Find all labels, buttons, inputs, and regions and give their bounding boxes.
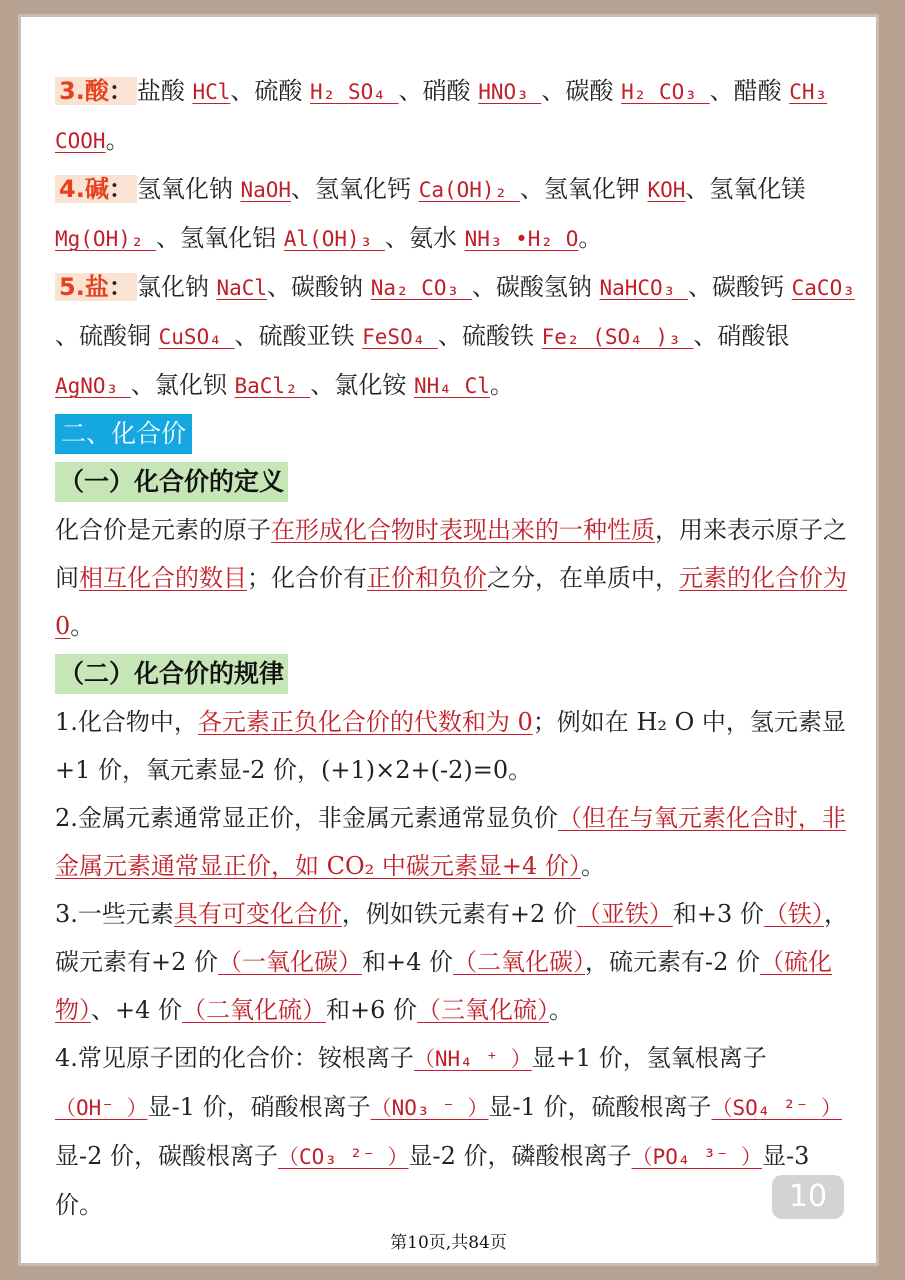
text: ；例如在 H₂ O 中，氢元素显+1 价，氧元素显-2 价，(+1)×2+(-2)=0。: [55, 708, 846, 784]
answer-blank: NaOH: [240, 178, 292, 202]
document-page: [18, 14, 879, 1266]
text: 和+6 价: [326, 996, 418, 1024]
answer-blank: （NH₄ ⁺ ）: [413, 1047, 532, 1071]
text: 、硝酸: [398, 77, 479, 105]
paragraph-rule-1: [55, 698, 855, 794]
page-content: [55, 67, 855, 1229]
text: 化合价是元素的原子: [55, 516, 271, 544]
text: 、氢氧化铝: [156, 224, 284, 252]
answer-blank: （但在与氧元素化合时，非金属元素通常显正价，如 CO₂ 中碳元素显+4 价）: [55, 804, 846, 880]
text: 。: [105, 126, 130, 154]
text: 之分，在单质中，: [487, 564, 679, 592]
page-number-badge: 10: [772, 1175, 844, 1219]
answer-blank: 相互化合的数目: [79, 564, 247, 592]
text: 、碳酸钠: [267, 273, 371, 301]
answer-blank: NaCl: [216, 276, 268, 300]
paragraph-rule-4: [55, 1034, 855, 1229]
answer-blank: HNO₃: [478, 80, 542, 104]
text: 和+3 价: [672, 900, 764, 928]
answer-blank: （二氧化碳）: [453, 948, 586, 976]
text: 、硫酸铁: [438, 322, 542, 350]
text: 、硫酸铜: [55, 322, 159, 350]
answer-blank: Fe₂ (SO₄ )₃: [541, 325, 694, 349]
text: 显-1 价，硝酸根离子: [147, 1093, 371, 1121]
text: 显-3 价。: [55, 1142, 810, 1219]
answer-blank: H₂ SO₄: [310, 80, 399, 104]
answer-blank: 正价和负价: [367, 564, 487, 592]
text: 2.金属元素通常显正价，非金属元素通常显负价: [55, 804, 558, 832]
answer-blank: （亚铁）: [576, 900, 673, 928]
text: 3.一些元素: [55, 900, 174, 928]
text: 、硫酸: [230, 77, 311, 105]
answer-blank: （三氧化硫）: [417, 996, 550, 1024]
text: 。: [549, 996, 574, 1024]
answer-blank: Al(OH)₃: [283, 227, 385, 251]
text: 显-2 价，磷酸根离子: [408, 1142, 632, 1170]
text: 盐酸: [136, 77, 193, 105]
answer-blank: CH₃ COOH: [55, 80, 828, 153]
paragraph-bases: [55, 165, 855, 263]
section-heading-valence: 二、化合价: [55, 414, 192, 454]
text: ，用来表示原子之间: [55, 516, 847, 592]
text: 。: [70, 612, 95, 640]
text: 氢氧化钠: [136, 175, 241, 203]
text: 、硫酸亚铁: [234, 322, 363, 350]
text: 、醋酸: [709, 77, 790, 105]
text: 显-2 价，碳酸根离子: [55, 1142, 279, 1170]
text: ；化合价有: [247, 564, 367, 592]
text: 氯化钠: [136, 273, 217, 301]
text: 、氨水: [384, 224, 465, 252]
answer-blank: Mg(OH)₂: [55, 227, 157, 251]
answer-blank: KOH: [647, 178, 686, 202]
answer-blank: FeSO₄: [362, 325, 438, 349]
answer-blank: NH₃ •H₂ O: [464, 227, 579, 251]
page-footer: 第10页,共84页: [390, 1233, 507, 1253]
subheading-rules: （二）化合价的规律: [55, 654, 288, 694]
answer-blank: （一氧化碳）: [218, 948, 363, 976]
text: 、氢氧化钙: [291, 175, 419, 203]
text: 、氢氧化钾: [519, 175, 648, 203]
text: ，例如铁元素有+2 价: [341, 900, 577, 928]
answer-blank: Ca(OH)₂: [418, 178, 520, 202]
text: 、碳酸氢钠: [471, 273, 600, 301]
text: 、碳酸钙: [688, 273, 792, 301]
answer-blank: Na₂ CO₃: [370, 276, 472, 300]
text: 显-1 价，硫酸根离子: [488, 1093, 712, 1121]
answer-blank: NH₄ Cl: [414, 374, 490, 398]
answer-blank: （硫化物）: [55, 948, 833, 1024]
answer-blank: 在形成化合物时表现出来的一种性质: [271, 516, 655, 544]
text: 和+4 价: [362, 948, 454, 976]
answer-blank: CaCO₃: [791, 276, 855, 300]
answer-blank: NaHCO₃: [599, 276, 688, 300]
text: 、氯化钡: [130, 371, 235, 399]
text: ，碳元素有+2 价: [55, 900, 848, 976]
answer-blank: （SO₄ ²⁻ ）: [711, 1096, 842, 1120]
answer-blank: （CO₃ ²⁻ ）: [278, 1145, 409, 1169]
text: 。: [580, 852, 605, 880]
paragraph-salts: [55, 263, 855, 410]
text: 显+1 价，氢氧根离子: [531, 1044, 767, 1072]
answer-blank: （NO₃ ⁻ ）: [370, 1096, 489, 1120]
text: 、硝酸银: [693, 322, 790, 350]
answer-blank: 具有可变化合价: [173, 900, 342, 928]
answer-blank: （OH⁻ ）: [55, 1096, 148, 1120]
paragraph-acids: [55, 67, 855, 165]
paragraph-definition: [55, 506, 855, 650]
label-salts: 5.盐：: [55, 273, 137, 301]
paragraph-rule-3: [55, 890, 855, 1034]
text: 、氯化铵: [310, 371, 414, 399]
text: 、+4 价: [91, 996, 183, 1024]
answer-blank: H₂ CO₃: [621, 80, 710, 104]
answer-blank: AgNO₃: [55, 374, 131, 398]
answer-blank: （PO₄ ³⁻ ）: [631, 1145, 763, 1169]
answer-blank: BaCl₂: [234, 374, 311, 398]
answer-blank: 各元素正负化合价的代数和为 0: [197, 708, 533, 736]
text: 、氢氧化镁: [685, 175, 806, 203]
subheading-definition: （一）化合价的定义: [55, 462, 288, 502]
answer-blank: CuSO₄: [158, 325, 235, 349]
text: 1.化合物中，: [55, 708, 198, 736]
answer-blank: 元素的化合价为 0: [55, 564, 847, 640]
answer-blank: HCl: [192, 80, 231, 104]
answer-blank: （铁）: [763, 900, 824, 928]
text: 、碳酸: [541, 77, 622, 105]
label-acids: 3.酸：: [55, 77, 137, 105]
label-bases: 4.碱：: [55, 175, 137, 203]
text: 。: [578, 224, 603, 252]
text: ，硫元素有-2 价: [585, 948, 761, 976]
text: 。: [489, 371, 514, 399]
paragraph-rule-2: [55, 794, 855, 890]
answer-blank: （二氧化硫）: [182, 996, 327, 1024]
text: 4.常见原子团的化合价：铵根离子: [55, 1044, 414, 1072]
